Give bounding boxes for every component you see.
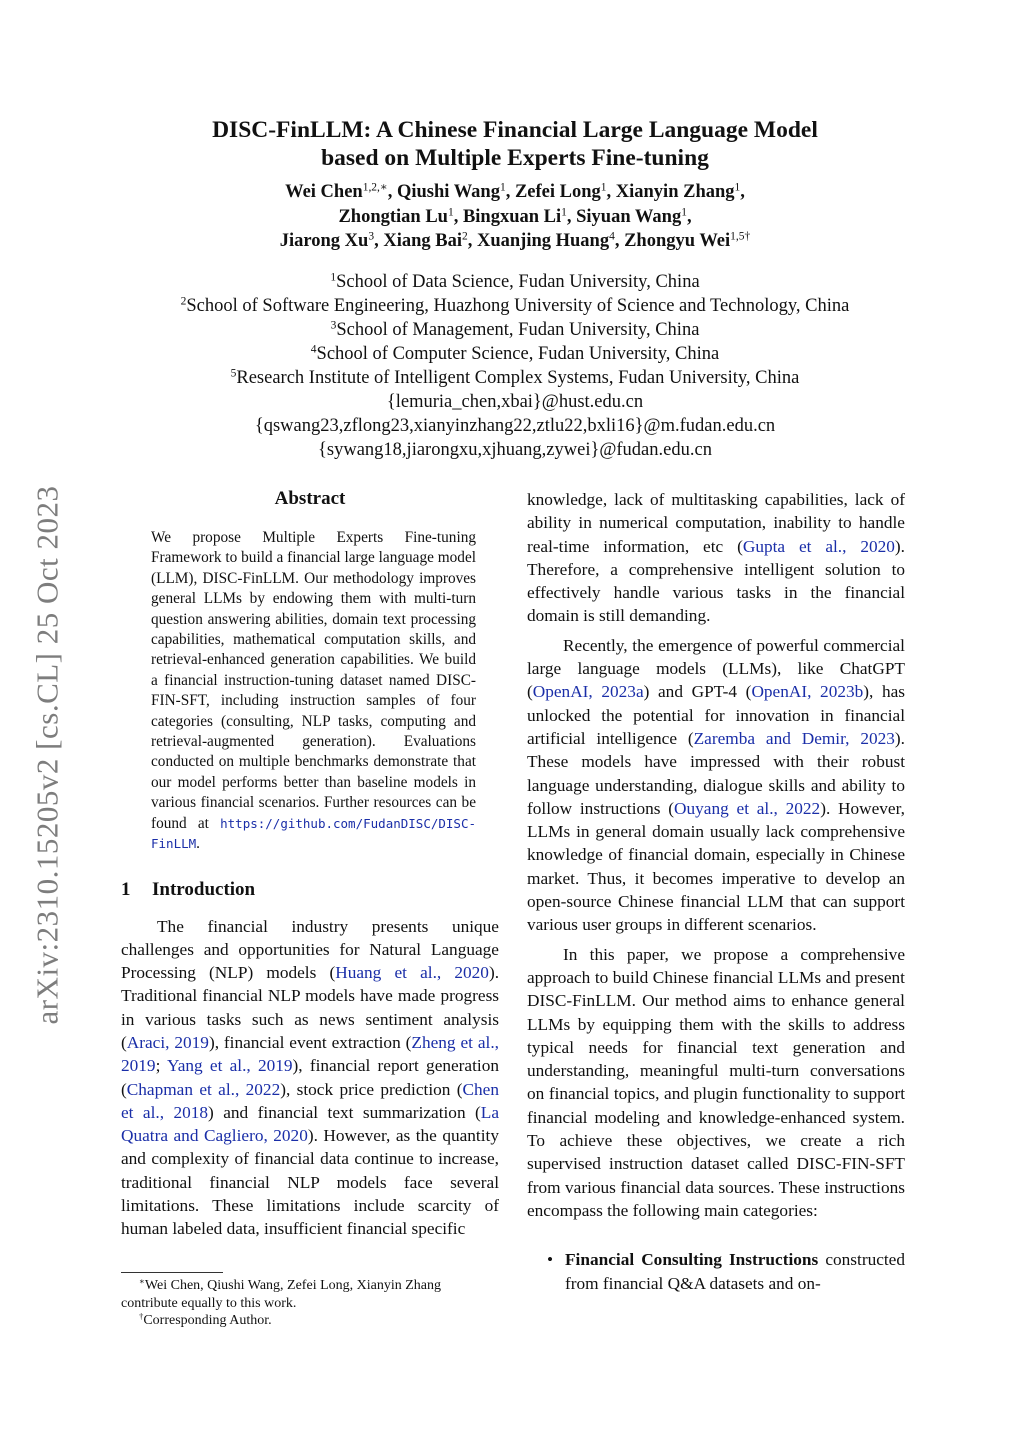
paragraph-word: [832, 583, 845, 602]
citation-link[interactable]: [811, 537, 825, 556]
paragraph-word: challenges: [121, 939, 194, 959]
paragraph-word: as: [395, 1126, 411, 1146]
abstract-text: We propose Multiple Experts Fine-tuning Framework to build a financial large language model (LLM), DISC-FinLLM. Our methodology improves general LLMs by endowing them with multi-turn question answering abilities, domain text processing capabilities, mathematical computation skills, and retrieval-enhanced generation capabilities. We build a financial instruction-tuning dataset named DISC-FIN-SFT, including instruction samples of four categories (consulting, NLP tasks, computing and retrieval-augmented generation). Evaluations conducted on multiple benchmarks demonstrate that our model performs better than baseline models in various financial scenarios. Further resources can be found at https://github.com/FudanDISC/DISC-FinLLM.: [151, 529, 476, 853]
email-3[interactable]: {sywang18,jiarongxu,xjhuang,zywei}@fudan.edu.cn: [318, 440, 712, 460]
paragraph-word: [253, 963, 266, 982]
bullet-text: constructed from financial Q&A datasets and on-: [565, 1250, 905, 1293]
paragraph-word: computation,: [675, 513, 767, 533]
paragraph-word: These: [212, 1196, 254, 1216]
bullet-marker: •: [547, 1250, 554, 1270]
citation-link[interactable]: OpenAI, 2023a: [532, 682, 644, 702]
paragraph-word: ).: [488, 963, 500, 983]
paragraph-word: and: [121, 1149, 146, 1169]
arxiv-stamp-text: arXiv:2310.15205v2 [cs.CL] 25 Oct 2023: [30, 485, 66, 1025]
citation-link[interactable]: et: [798, 536, 812, 556]
paragraph-word: [353, 1103, 362, 1122]
paragraph-word: [196, 1010, 207, 1029]
paragraph-word: various: [672, 583, 724, 603]
paragraph-word: data: [320, 1149, 349, 1169]
citation-link[interactable]: al.,: [142, 1102, 165, 1122]
paragraph-word: comprehensive: [628, 559, 734, 579]
paragraph-word: in: [784, 583, 798, 603]
paragraph-word: (NLP): [209, 963, 254, 983]
footnote-2: †Corresponding Author.: [139, 1311, 272, 1328]
citation-link[interactable]: [203, 1056, 210, 1075]
paragraph-word: [196, 963, 209, 982]
citation-link[interactable]: [381, 963, 394, 982]
intro-paragraph-3: In this paper, we propose a comprehensive approach to build Chinese financial LLMs and present DISC-FinLLM. Our method aims to enhance general LLMs by equipping them with the skills to address typical needs for financial text generation and understanding, meaningful multi-turn conversations on financial topics, and plugin functionality to support financial modeling and knowledge-enhanced system. To achieve these objectives, we create a rich supervised instruction dataset called DISC-FIN-SFT from various financial data sources. These instructions encompass the following main categories:: [527, 944, 905, 1220]
author-sup: 1,5†: [730, 230, 751, 243]
author-sup: 1: [600, 181, 607, 194]
paragraph-word: price: [339, 1079, 374, 1099]
author-line-1: Wei Chen$^{1,2,∗}$, Qiushi Wang$^1$, Zefei Long$^1$, Xianyin Zhang$^1$,: [285, 181, 745, 202]
affiliation-3: $^3$School of Management, Fudan University, China: [330, 319, 700, 340]
author-sup: 1: [734, 181, 741, 194]
paragraph-word: [589, 537, 603, 556]
paragraph-word: to: [419, 1149, 433, 1169]
citation-link[interactable]: et: [460, 1032, 473, 1052]
paragraph-word: labeled: [172, 1219, 223, 1239]
paragraph-word: analysis: [443, 1009, 499, 1029]
citation-link[interactable]: 2022: [245, 1079, 281, 1099]
affiliation-2: $^2$School of Software Engineering, Huazhong University of Science and Technology, China: [180, 295, 850, 316]
paragraph-word: numerical: [599, 513, 669, 533]
title-line-1: DISC-FinLLM: A Chinese Financial Large Language Model: [212, 117, 818, 143]
paragraph-word: lack: [854, 490, 884, 509]
paragraph-word: insufficient: [264, 1219, 343, 1239]
citation-link[interactable]: [133, 1103, 142, 1122]
paragraph-word: tasks: [206, 1009, 242, 1029]
paragraph-word: capabilities,: [764, 490, 848, 509]
citation-link[interactable]: al.,: [218, 1079, 240, 1099]
paragraph-word: (: [121, 1079, 127, 1099]
paragraph-word: complexity: [151, 1149, 230, 1169]
paragraph-word: have: [360, 986, 393, 1006]
citation-link[interactable]: Chen: [462, 1079, 499, 1099]
paragraph-word: models: [305, 986, 355, 1006]
section-heading-introduction: 1 Introduction: [121, 878, 256, 900]
paragraph-word: limitations: [266, 1196, 341, 1216]
paragraph-word: progress: [440, 986, 500, 1006]
paragraph-word: [723, 537, 737, 556]
paragraph-word: [428, 917, 452, 936]
paragraph-word: (: [475, 1102, 481, 1122]
paragraph-word: limitations.: [121, 1196, 200, 1216]
citation-link[interactable]: OpenAI, 2023b: [751, 682, 864, 702]
paragraph-word: the: [415, 1126, 437, 1146]
paragraph-word: continue: [354, 1149, 414, 1169]
paragraph-word: [241, 1010, 252, 1029]
bullet-item: [527, 1248, 905, 1295]
paragraph-word: NLP: [287, 1172, 320, 1192]
citation-link[interactable]: and: [173, 1126, 199, 1146]
citation-link[interactable]: La: [480, 1102, 500, 1122]
citation-link[interactable]: 2019: [257, 1056, 293, 1076]
paragraph-word: for: [339, 939, 360, 959]
paragraph-word: [387, 1173, 404, 1192]
paragraph-word: [248, 1103, 257, 1122]
citation-link[interactable]: et: [121, 1102, 134, 1122]
paragraph-word: Processing: [121, 963, 196, 983]
email-2[interactable]: {qswang23,zflong23,xianyinzhang22,ztlu22,bxli16}@m.fudan.edu.cn: [254, 416, 776, 436]
citation-link[interactable]: [407, 963, 420, 982]
paragraph-word: [884, 490, 891, 509]
paragraph-word: sentiment: [365, 1009, 433, 1029]
paragraph-word: opportunities: [238, 939, 330, 959]
paragraph-word: to: [838, 513, 852, 533]
citation-link[interactable]: al.,: [420, 963, 442, 983]
paragraph-word: human: [121, 1219, 169, 1239]
paragraph-word: financial: [309, 1056, 371, 1076]
paragraph-word: (: [121, 1032, 127, 1052]
author-name: Wei Chen: [285, 182, 363, 202]
paragraph-word: [689, 537, 703, 556]
paragraph-word: ),: [280, 1079, 291, 1099]
paragraph-word: extraction: [331, 1032, 401, 1052]
paragraph-word: and: [203, 939, 229, 959]
paragraph-word: lack: [614, 490, 643, 509]
paragraph-word: the: [810, 583, 832, 603]
paragraph-word: financial: [346, 1219, 408, 1239]
footnote-rule: [121, 1272, 223, 1273]
paragraph-word: [330, 940, 340, 959]
paragraph-word: prediction: [380, 1079, 451, 1099]
paragraph-word: (: [405, 1032, 412, 1052]
paragraph-word: [592, 513, 599, 532]
intro-paragraph-1-continued: [527, 488, 905, 628]
citation-link[interactable]: Zaremba and Demir, 2023: [693, 728, 895, 748]
paragraph-word: [852, 513, 859, 532]
author-name: Xiang Bai: [383, 231, 462, 251]
footnote-1: ∗Wei Chen, Qiushi Wang, Zefei Long, Xianyin Zhang contribute equally to this work.: [121, 1276, 441, 1311]
paragraph-word: [601, 583, 614, 602]
paragraph-word: domain: [527, 606, 579, 626]
paragraph-word: ): [208, 1102, 214, 1122]
paragraph-word: [433, 1173, 450, 1192]
intro-paragraph-1: [121, 915, 499, 1241]
author-sup: 2: [461, 230, 468, 243]
paragraph-word: effectively: [527, 583, 601, 603]
paragraph-word: traditional: [121, 1172, 193, 1192]
citation-link[interactable]: al.,: [477, 1032, 499, 1052]
paragraph-word: [758, 490, 765, 509]
footnotes: [121, 1272, 499, 1330]
paragraph-word: financial: [202, 986, 263, 1006]
citation-link[interactable]: al.,: [229, 1056, 251, 1076]
paragraph-word: generation: [426, 1056, 499, 1076]
paragraph-word: data,: [226, 1219, 260, 1239]
citation-link[interactable]: et: [199, 1079, 212, 1099]
paragraph-word: ).: [894, 536, 905, 556]
paragraph-word: [319, 1173, 336, 1192]
author-name: Bingxuan Li: [462, 206, 562, 227]
paragraph-word: [160, 1056, 167, 1075]
paragraph-word: financial: [207, 916, 268, 936]
author-name: Xuanjing Huang: [476, 231, 610, 251]
paragraph-word: [316, 963, 329, 982]
paragraph-word: [284, 1010, 295, 1029]
citation-link[interactable]: Quatra: [121, 1126, 169, 1146]
citation-link[interactable]: 2019: [121, 1056, 156, 1076]
paragraph-word: event: [289, 1032, 327, 1052]
paragraph-word: [270, 1173, 287, 1192]
paragraph-word: [309, 1010, 320, 1029]
left-column: [121, 488, 499, 1241]
arxiv-stamp: [10, 455, 86, 1055]
author-name: Zhongtian Lu: [338, 206, 448, 227]
paragraph-word: in: [578, 513, 592, 533]
paragraph-word: intelligent: [744, 559, 815, 579]
citation-link[interactable]: 2020: [454, 963, 489, 983]
paragraph-word: NLP: [267, 986, 300, 1006]
author-line-3: Jiarong Xu$^3$, Xiang Bai$^2$, Xuanjing Huang$^4$, Zhongyu Wei$^{1,5\dagger}$: [279, 230, 751, 251]
paragraph-word: [419, 1056, 426, 1075]
paragraph-word: [797, 583, 810, 602]
paragraph-word: Therefore,: [527, 559, 600, 579]
paper-title: [150, 116, 880, 172]
paragraph-word: [660, 583, 673, 602]
author-line-2: Zhongtian Lu$^1$, Bingxuan Li$^1$, Siyuan Wang$^1$,: [338, 206, 692, 227]
paragraph-word: Natural: [369, 939, 422, 959]
paragraph-word: [733, 560, 744, 579]
paragraph-word: models: [336, 1172, 387, 1192]
paragraph-word: (: [737, 536, 743, 556]
email-1[interactable]: {lemuria_chen,xbai}@hust.edu.cn: [386, 392, 644, 412]
citation-link[interactable]: 2019: [174, 1032, 209, 1052]
author-sup: 3: [368, 230, 375, 243]
paragraph-word: solution: [825, 559, 881, 579]
paragraph-word: [618, 560, 629, 579]
paragraph-word: multitasking: [671, 490, 758, 509]
citation-link[interactable]: Ouyang et al., 2022: [674, 798, 821, 818]
paragraph-word: specific: [411, 1219, 466, 1239]
paragraph-word: [340, 1196, 353, 1215]
citation-link[interactable]: [441, 963, 454, 982]
paragraph-word: [199, 1196, 212, 1215]
paragraph-word: such: [251, 1009, 284, 1029]
author-name: Xianyin Zhang: [615, 182, 735, 202]
paragraph-word: news: [319, 1009, 355, 1029]
paragraph-word: [348, 917, 372, 936]
citation-link[interactable]: [846, 537, 860, 556]
bullet-bold: Financial Consulting Instructions: [565, 1250, 819, 1270]
author-block: [150, 180, 880, 254]
paragraph-word: [184, 917, 208, 936]
paragraph-word: text: [327, 1102, 354, 1122]
paragraph-word: [599, 560, 610, 579]
author-name: Qiushi Wang: [396, 182, 500, 202]
author-name: Siyuan Wang: [576, 206, 682, 227]
paragraph-word: quantity: [442, 1126, 499, 1146]
paragraph-word: summarization: [362, 1102, 466, 1122]
paragraph-word: to: [891, 559, 906, 579]
author-sup: 1: [681, 206, 687, 219]
author-name: Zhongyu Wei: [624, 231, 731, 251]
citation-link[interactable]: 2020: [273, 1126, 308, 1146]
paragraph-word: financial: [257, 1102, 319, 1122]
paragraph-word: as: [294, 1009, 309, 1029]
paragraph-word: [268, 917, 292, 936]
affiliation-4: $^4$School of Computer Science, Fudan University, China: [310, 343, 720, 364]
author-sup: 1: [447, 206, 454, 219]
paragraph-word: information,: [603, 536, 690, 556]
paragraph-word: made: [397, 986, 436, 1006]
paragraph-word: in: [121, 1009, 135, 1029]
paragraph-word: [405, 1196, 418, 1215]
paragraph-word: [318, 1103, 327, 1122]
paragraph-word: report: [377, 1056, 419, 1076]
paragraph-word: ability: [527, 513, 572, 533]
citation-link[interactable]: [785, 537, 799, 556]
paragraph-word: [881, 560, 892, 579]
citation-link[interactable]: Cagliero,: [203, 1126, 268, 1146]
paragraph-word: financial: [223, 1032, 285, 1052]
paragraph-word: [814, 560, 825, 579]
paragraph-word: [229, 940, 239, 959]
paragraph-word: models: [266, 963, 317, 983]
paragraph-word: [421, 940, 431, 959]
paragraph-word: [134, 1010, 145, 1029]
intro-paragraph-2: Recently, the emergence of powerful commercial large language models (LLMs), like ChatGPT (OpenAI, 2023a) and GPT-4 (OpenAI, 2023b), has unlocked the potential for innovation in financial artificial intelligence (Zaremba and Demir, 2023). These models have impressed with their robust language understanding, dialogue skills and ability to follow instructions (Ouyang et al., 2022). However, LLMs in general domain usually lack comprehensive knowledge of financial domain, especially in Chinese market. Thus, it becomes imperative to develop an open-source Chinese financial LLM that can support various user groups in different scenarios.: [527, 635, 906, 935]
paragraph-word: increase,: [438, 1149, 499, 1169]
citation-link[interactable]: [251, 1056, 258, 1075]
paragraph-word: [724, 583, 737, 602]
paragraph-word: [643, 490, 650, 509]
paragraph-word: (: [456, 1079, 463, 1099]
paragraph-word: etc: [703, 536, 724, 556]
paragraph-word: [360, 940, 370, 959]
paragraph-word: handle: [613, 583, 660, 603]
citation-link[interactable]: Yang: [166, 1056, 203, 1076]
paragraph-word: real-time: [527, 536, 590, 556]
paragraph-word: of: [649, 490, 665, 509]
paragraph-word: face: [403, 1172, 433, 1192]
paragraph-word: financial: [209, 1172, 270, 1192]
paragraph-word: [214, 1103, 223, 1122]
paragraph-word: financial: [844, 583, 906, 603]
paragraph-word: handle: [858, 513, 905, 533]
title-line-2: based on Multiple Experts Fine-tuning: [321, 145, 709, 171]
citation-link[interactable]: Huang: [335, 963, 382, 983]
paragraph-word: ),: [208, 1032, 220, 1052]
paragraph-word: [370, 1056, 377, 1075]
citation-link[interactable]: al.,: [825, 536, 847, 556]
citation-link[interactable]: Gupta: [742, 536, 786, 556]
affiliations: [110, 270, 920, 462]
author-sup: 4: [609, 230, 615, 243]
paragraph-word: various: [145, 1009, 196, 1029]
paragraph-word: [771, 583, 784, 602]
paragraph-word: [192, 1173, 209, 1192]
paragraph-word: is: [583, 606, 595, 626]
citation-link[interactable]: et: [394, 963, 407, 983]
paragraph-word: ;: [155, 1056, 161, 1076]
paragraph-word: financial: [254, 1149, 315, 1169]
citation-link[interactable]: Zheng: [411, 1032, 456, 1052]
right-column: [527, 488, 905, 1295]
paragraph-word: industry: [291, 916, 349, 936]
paragraph-word: knowledge,: [527, 490, 608, 509]
citation-link[interactable]: et: [209, 1056, 223, 1076]
affiliation-5: $^5$Research Institute of Intelligent Complex Systems, Fudan University, China: [230, 367, 800, 388]
author-name: Jiarong Xu: [279, 231, 369, 251]
author-sup: 1: [499, 181, 506, 194]
paragraph-word: still: [599, 606, 625, 626]
paragraph-word: of: [484, 1196, 500, 1216]
paragraph-word: [303, 1056, 310, 1075]
paragraph-word: presents: [371, 916, 429, 936]
citation-link[interactable]: Chapman: [126, 1079, 193, 1099]
paragraph-word: several: [450, 1172, 499, 1192]
paragraph-word: include: [353, 1196, 405, 1216]
author-name: Zefei Long: [514, 182, 601, 202]
paragraph-word: of: [890, 490, 905, 509]
paragraph-word: The: [157, 916, 184, 936]
citation-link[interactable]: 2020: [860, 536, 895, 556]
paragraph-word: Traditional: [121, 986, 198, 1006]
paragraph-word: [848, 490, 855, 509]
paragraph-word: demanding.: [629, 606, 711, 626]
citation-link[interactable]: [222, 1056, 229, 1075]
paragraph-word: [194, 940, 204, 959]
paragraph-word: Language: [430, 939, 499, 959]
paragraph-word: and: [223, 1102, 249, 1122]
affiliation-1: $^1$School of Data Science, Fudan University, China: [330, 271, 700, 292]
github-link[interactable]: https://github.com/FudanDISC/DISC-FinLLM: [151, 815, 476, 852]
paragraph-word: stock: [296, 1079, 334, 1099]
paragraph-word: ),: [292, 1056, 303, 1076]
paragraph-word: [471, 1196, 484, 1215]
citation-link[interactable]: Araci,: [126, 1032, 170, 1052]
author-sup: 1,2,∗: [362, 181, 388, 194]
paragraph-word: a: [610, 559, 618, 579]
paragraph-word: [355, 1010, 366, 1029]
paragraph-word: [433, 1010, 444, 1029]
paragraph-word: unique: [451, 916, 499, 936]
paragraph-word: However,: [323, 1126, 391, 1146]
paragraph-word: [253, 1196, 266, 1215]
author-sup: 1: [561, 206, 567, 219]
paragraph-word: (: [329, 963, 336, 983]
paragraph-word: [466, 1103, 475, 1122]
paragraph-word: ).: [307, 1126, 318, 1146]
paragraph-word: of: [234, 1149, 249, 1169]
abstract-heading: Abstract: [274, 488, 346, 509]
paragraph-word: inability: [773, 513, 831, 533]
citation-link[interactable]: 2018: [173, 1102, 209, 1122]
paragraph-word: tasks: [736, 583, 772, 603]
paragraph-word: scarcity: [417, 1196, 472, 1216]
